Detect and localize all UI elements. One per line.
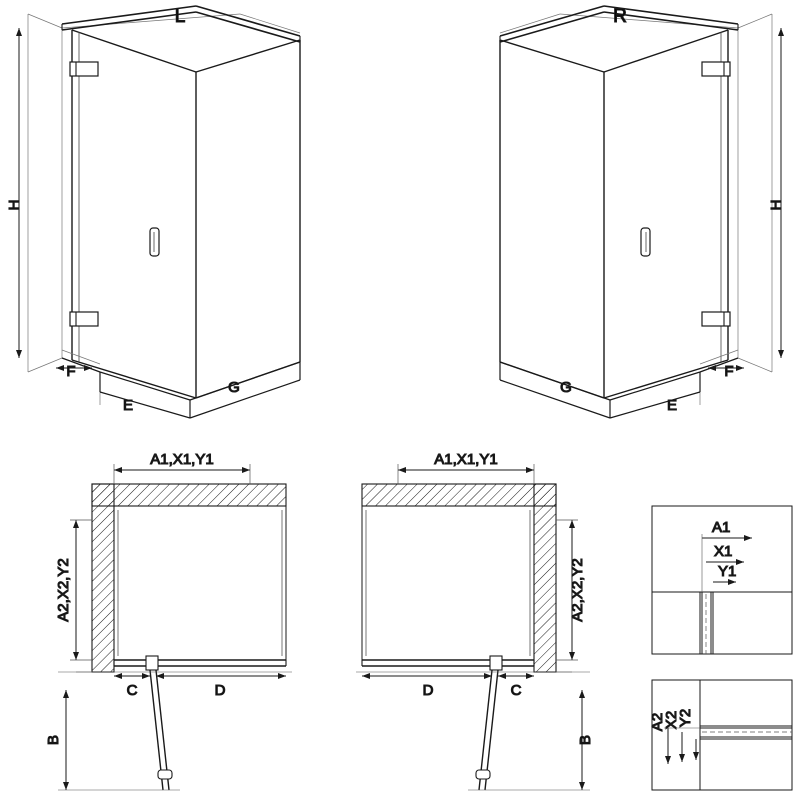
plan-right-side-dim-label: A2,X2,Y2 (569, 558, 586, 622)
iso-right-e-label: E (666, 397, 678, 414)
plan-right-b-label: B (577, 734, 594, 746)
plan-right-d-label: D (422, 682, 434, 699)
detail-top-a1-label: A1 (712, 519, 731, 536)
detail-top-x1-label: X1 (714, 543, 733, 560)
detail-bottom-a2-label: A2 (649, 712, 666, 732)
plan-left-b-label: B (45, 734, 62, 746)
iso-right-height-label: H (768, 199, 785, 211)
iso-left-g-label: G (228, 379, 240, 396)
variant-label-right: R (613, 6, 627, 27)
plan-left-c-label: C (126, 682, 138, 699)
iso-right-f-label: F (724, 363, 734, 380)
plan-view-left (45, 451, 292, 790)
plan-view-right (356, 451, 594, 790)
iso-left-height-label: H (6, 199, 23, 211)
detail-bottom-x2-label: X2 (663, 710, 680, 730)
plan-right-top-dim-label: A1,X1,Y1 (434, 451, 498, 468)
plan-left-d-label: D (214, 682, 226, 699)
detail-bottom-y2-label: Y2 (677, 708, 694, 728)
plan-left-top-dim-label: A1,X1,Y1 (150, 451, 214, 468)
iso-view-right (500, 6, 785, 418)
iso-left-f-label: F (66, 363, 76, 380)
iso-right-g-label: G (560, 379, 572, 396)
detail-top-y1-label: Y1 (718, 563, 737, 580)
detail-bottom-profile (649, 680, 792, 790)
iso-left-e-label: E (122, 397, 134, 414)
detail-top-profile (652, 506, 792, 654)
iso-view-left (6, 6, 300, 418)
plan-left-side-dim-label: A2,X2,Y2 (55, 558, 72, 622)
plan-right-c-label: C (510, 682, 522, 699)
variant-label-left: L (174, 6, 186, 27)
